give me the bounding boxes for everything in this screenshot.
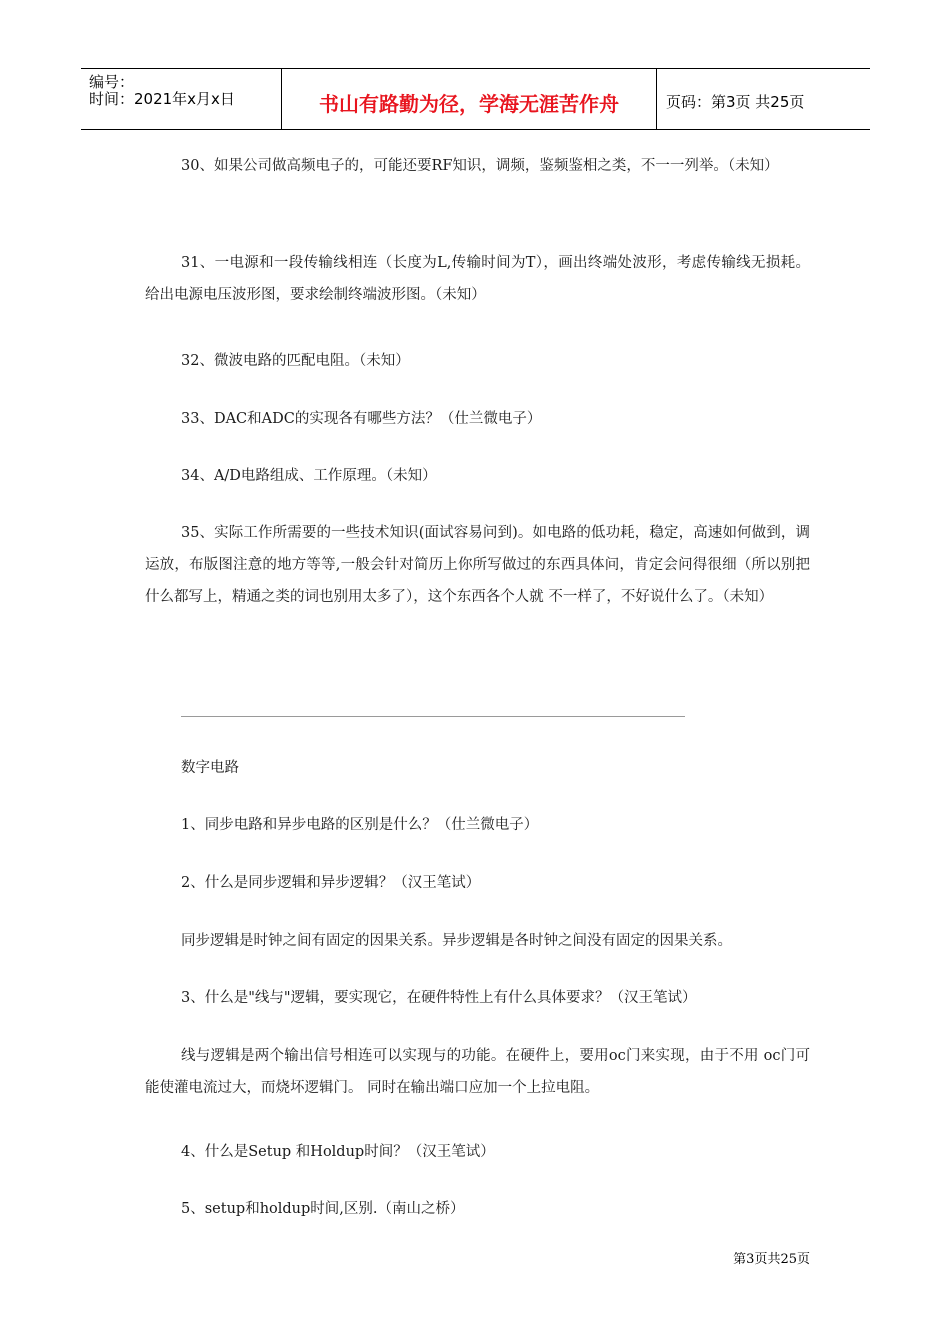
document-code-label: 编号： [89, 73, 135, 91]
paragraph-q33: 33、DAC和ADC的实现各有哪些方法？（仕兰微电子） [181, 411, 542, 427]
header-page-number: 页码：第3页 共25页 [666, 93, 805, 111]
paragraph-d1: 1、同步电路和异步电路的区别是什么？（仕兰微电子） [181, 817, 539, 833]
paragraph-d5: 5、setup和holdup时间,区别.（南山之桥） [181, 1201, 465, 1217]
paragraph-q31: 31、一电源和一段传输线相连（长度为L,传输时间为T），画出终端处波形，考虑传输线无损耗。给出电源电压波形图，要求绘制终端波形图。（未知） [145, 255, 810, 303]
page-footer-number: 第3页共25页 [733, 1252, 810, 1267]
paragraph-d2: 2、什么是同步逻辑和异步逻辑？（汉王笔试） [181, 875, 481, 891]
paragraph-d2-answer: 同步逻辑是时钟之间有固定的因果关系。异步逻辑是各时钟之间没有固定的因果关系。 [181, 933, 732, 949]
page-header [81, 68, 870, 130]
paragraph-d4: 4、什么是Setup 和Holdup时间？（汉王笔试） [181, 1144, 495, 1160]
document-date-label: 时间：2021年x月x日 [89, 90, 235, 108]
paragraph-q34: 34、A/D电路组成、工作原理。（未知） [181, 468, 437, 484]
header-meta-cell [81, 69, 281, 129]
paragraph-q35: 35、实际工作所需要的一些技术知识(面试容易问到)。如电路的低功耗，稳定，高速如何做到，调运放，布版图注意的地方等等,一般会针对简历上你所写做过的东西具体问，肯定会问得很细（所以别把什么都写上，精通之类的词也别用太多了），这个东西各个人就 不一样了，不好说什么了。（未知） [145, 525, 810, 605]
header-motto-cell [281, 69, 657, 129]
paragraph-d3-answer: 线与逻辑是两个输出信号相连可以实现与的功能。在硬件上，要用oc门来实现，由于不用 oc门可能使灌电流过大，而烧坏逻辑门。 同时在输出端口应加一个上拉电阻。 [145, 1048, 810, 1096]
header-page-cell [656, 69, 870, 129]
section-divider [181, 716, 685, 717]
header-motto: 书山有路勤为径，学海无涯苦作舟 [319, 92, 619, 116]
paragraph-q30: 30、如果公司做高频电子的，可能还要RF知识，调频，鉴频鉴相之类，不一一列举。（未知） [181, 158, 779, 174]
paragraph-d3: 3、什么是"线与"逻辑，要实现它，在硬件特性上有什么具体要求？（汉王笔试） [181, 990, 697, 1006]
paragraph-q32: 32、微波电路的匹配电阻。（未知） [181, 353, 410, 369]
section-heading-digital-circuits: 数字电路 [181, 760, 239, 776]
